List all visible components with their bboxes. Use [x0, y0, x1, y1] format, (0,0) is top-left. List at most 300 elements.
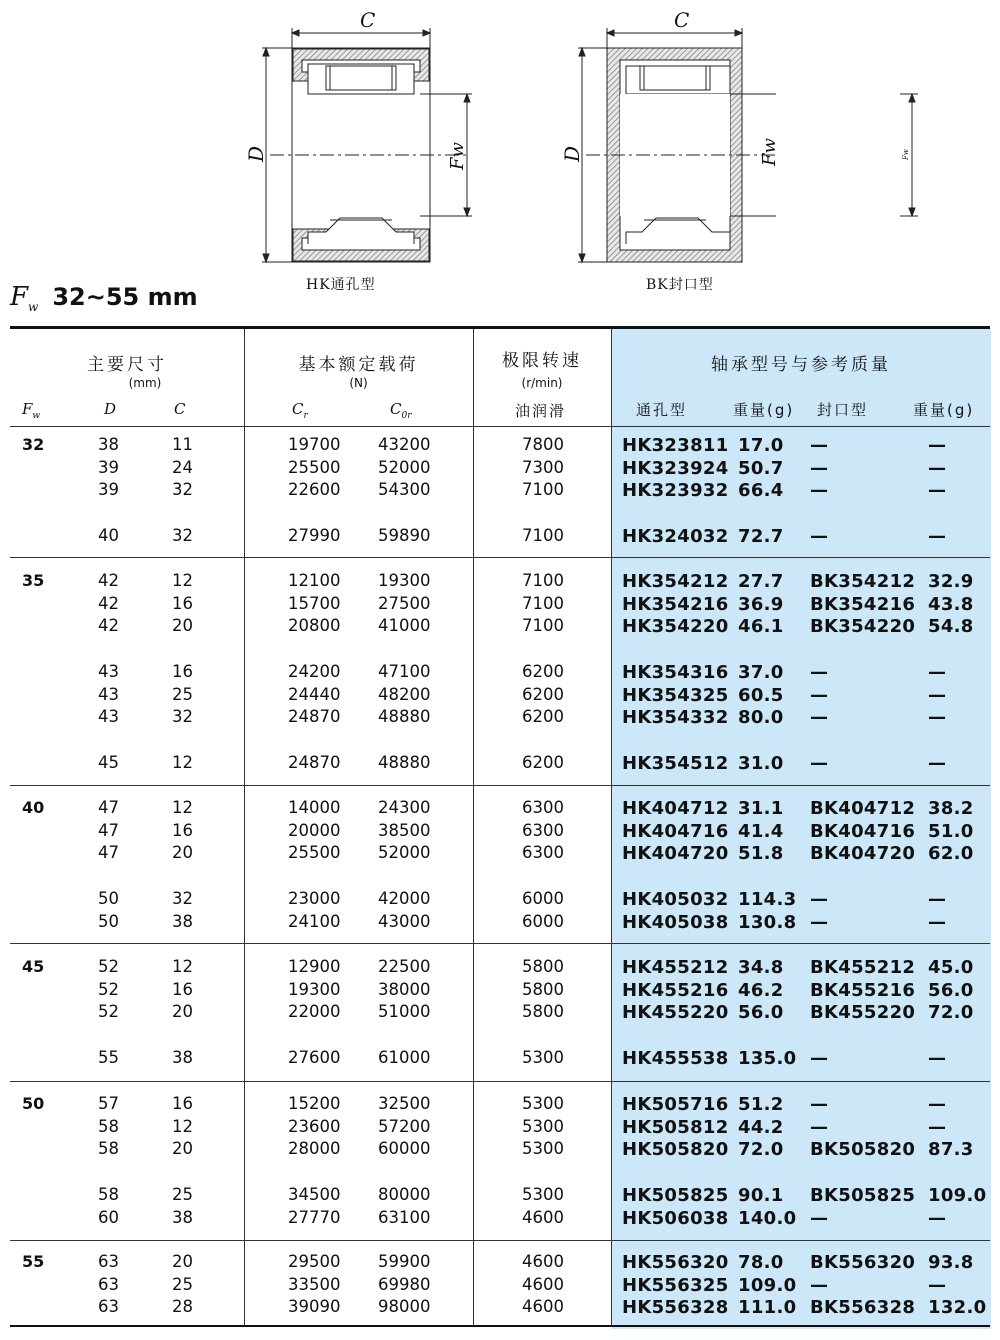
- header-closed-weight: 重量(g): [913, 401, 975, 419]
- cell-hk: HK404712: [622, 798, 729, 819]
- bk-dim-fw: Fw: [759, 138, 780, 166]
- table-row: [10, 685, 990, 707]
- cell-bkw: —: [928, 888, 947, 910]
- header-load-unit: (N): [349, 376, 368, 390]
- cell-bk: BK556320: [810, 1252, 916, 1273]
- cell-bk: —: [810, 1116, 829, 1138]
- cell-hkw: 80.0: [738, 707, 784, 729]
- cell-bk: BK404720: [810, 843, 916, 865]
- cell-hkw: 34.8: [738, 957, 784, 978]
- cell-hk: HK505825: [622, 1184, 729, 1206]
- cell-speed: 4600: [522, 1274, 564, 1294]
- table-row: [10, 707, 990, 729]
- cell-d: 63: [98, 1297, 119, 1317]
- cell-hk: HK505716: [622, 1094, 729, 1115]
- cell-speed: 7100: [522, 593, 564, 613]
- cell-cr: 12100: [288, 571, 341, 590]
- cell-c: 12: [172, 957, 193, 976]
- cell-hk: HK405038: [622, 911, 729, 933]
- cell-d: 45: [98, 752, 119, 772]
- cell-bkw: —: [928, 1047, 947, 1069]
- cell-bk: BK505825: [810, 1184, 916, 1206]
- cell-cr: 24870: [288, 707, 341, 727]
- table-row: [10, 1117, 990, 1139]
- cell-hkw: 36.9: [738, 593, 784, 615]
- header-speed: 极限转速: [502, 351, 582, 371]
- cell-speed: 5800: [522, 979, 564, 999]
- cell-cr: 12900: [288, 957, 341, 976]
- cell-speed: 7100: [522, 525, 564, 545]
- cell-speed: 4600: [522, 1252, 564, 1271]
- cell-cr: 23600: [288, 1116, 341, 1136]
- cell-bk: BK505820: [810, 1139, 916, 1161]
- cell-bkw: —: [928, 435, 947, 456]
- cell-cr: 14000: [288, 798, 341, 817]
- hk-caption: HK通孔型: [306, 277, 376, 293]
- table-row: [10, 1208, 990, 1230]
- cell-speed: 6200: [522, 661, 564, 681]
- cell-speed: 6300: [522, 798, 564, 817]
- group-fw-value: 40: [22, 798, 45, 817]
- cell-speed: 5300: [522, 1047, 564, 1067]
- title-fw-symbol: $F_w$: [10, 282, 39, 315]
- cell-bkw: 38.2: [928, 798, 974, 819]
- cell-hkw: 135.0: [738, 1047, 797, 1069]
- cell-d: 50: [98, 911, 119, 931]
- table-row: [10, 821, 990, 843]
- cell-hkw: 51.8: [738, 843, 784, 865]
- cell-speed: 4600: [522, 1207, 564, 1227]
- cell-d: 58: [98, 1139, 119, 1159]
- cell-hkw: 50.7: [738, 457, 784, 479]
- cell-bk: —: [810, 707, 829, 729]
- cell-cor: 22500: [378, 957, 431, 976]
- table-row: [10, 480, 990, 502]
- cell-hk: HK455216: [622, 979, 729, 1001]
- cell-speed: 6000: [522, 888, 564, 908]
- cell-d: 43: [98, 661, 119, 681]
- cell-cr: 27770: [288, 1207, 341, 1227]
- cell-hk: HK354220: [622, 616, 729, 638]
- cell-c: 38: [172, 911, 193, 931]
- cell-hkw: 31.1: [738, 798, 784, 819]
- cell-hk: HK455538: [622, 1047, 729, 1069]
- cell-c: 12: [172, 752, 193, 772]
- cell-d: 60: [98, 1207, 119, 1227]
- cell-cor: 27500: [378, 593, 431, 613]
- cell-hkw: 114.3: [738, 888, 797, 910]
- cell-c: 12: [172, 571, 193, 590]
- cell-cor: 41000: [378, 616, 431, 636]
- cell-bkw: —: [928, 480, 947, 502]
- cell-c: 16: [172, 820, 193, 840]
- cell-speed: 7800: [522, 435, 564, 454]
- cell-cor: 48200: [378, 684, 431, 704]
- cell-hk: HK405032: [622, 888, 729, 910]
- cell-bk: —: [810, 435, 829, 456]
- cell-bkw: —: [928, 1116, 947, 1138]
- cell-hkw: 17.0: [738, 435, 784, 456]
- cell-hk: HK506038: [622, 1207, 729, 1229]
- cell-cor: 69980: [378, 1274, 431, 1294]
- cell-bk: —: [810, 1274, 829, 1296]
- cell-d: 58: [98, 1184, 119, 1204]
- table-row: [10, 571, 990, 593]
- cell-hk: HK556328: [622, 1297, 729, 1319]
- cell-bkw: 132.0: [928, 1297, 987, 1319]
- cell-cor: 24300: [378, 798, 431, 817]
- cell-c: 20: [172, 843, 193, 863]
- cell-c: 16: [172, 1094, 193, 1113]
- cell-cr: 27600: [288, 1047, 341, 1067]
- header-open-weight: 重量(g): [733, 401, 795, 419]
- header-load: 基本额定载荷: [298, 355, 419, 375]
- cell-hk: HK323924: [622, 457, 729, 479]
- bk-dim-c: C: [674, 8, 690, 32]
- cell-c: 20: [172, 1252, 193, 1271]
- cell-d: 43: [98, 707, 119, 727]
- cell-c: 25: [172, 1184, 193, 1204]
- cell-d: 55: [98, 1047, 119, 1067]
- cell-bk: BK556328: [810, 1297, 916, 1319]
- cell-cor: 19300: [378, 571, 431, 590]
- cell-hk: HK505820: [622, 1139, 729, 1161]
- table-row: [10, 889, 990, 911]
- cell-hkw: 44.2: [738, 1116, 784, 1138]
- cell-cr: 24870: [288, 752, 341, 772]
- cell-bk: BK455220: [810, 1002, 916, 1024]
- cell-cr: 22600: [288, 480, 341, 500]
- cell-bkw: 43.8: [928, 593, 974, 615]
- cell-d: 42: [98, 616, 119, 636]
- table-row: [10, 1002, 990, 1024]
- cell-speed: 6200: [522, 707, 564, 727]
- header-speed-lub: 油润滑: [515, 402, 567, 420]
- cell-cr: 29500: [288, 1252, 341, 1271]
- cell-d: 52: [98, 957, 119, 976]
- cell-bkw: 87.3: [928, 1139, 974, 1161]
- header-sym-cor: $C_{0r}$: [390, 400, 412, 421]
- table-row: [10, 435, 990, 457]
- cell-cr: 20000: [288, 820, 341, 840]
- hk-drawing: [262, 28, 472, 262]
- cell-d: 50: [98, 888, 119, 908]
- cell-bk: —: [810, 911, 829, 933]
- cell-bkw: 32.9: [928, 571, 974, 592]
- cell-hk: HK354512: [622, 752, 729, 774]
- cell-cor: 51000: [378, 1002, 431, 1022]
- cell-hk: HK354212: [622, 571, 729, 592]
- cell-bkw: —: [928, 457, 947, 479]
- cell-speed: 6300: [522, 820, 564, 840]
- cell-cr: 39090: [288, 1297, 341, 1317]
- group-fw-value: 50: [22, 1094, 45, 1113]
- cell-bkw: —: [928, 661, 947, 683]
- cell-bkw: —: [928, 911, 947, 933]
- cell-bkw: 45.0: [928, 957, 974, 978]
- group-fw-value: 45: [22, 957, 45, 976]
- table-row: [10, 1252, 990, 1274]
- cell-bk: BK354212: [810, 571, 916, 592]
- header-closed-type: 封口型: [817, 401, 869, 419]
- group-rule-40: [10, 785, 990, 786]
- cell-d: 39: [98, 457, 119, 477]
- cell-d: 42: [98, 571, 119, 590]
- cell-cor: 48880: [378, 707, 431, 727]
- cell-hkw: 130.8: [738, 911, 797, 933]
- cell-c: 16: [172, 593, 193, 613]
- cell-bk: BK354220: [810, 616, 916, 638]
- cell-cr: 15200: [288, 1094, 341, 1113]
- cell-hkw: 109.0: [738, 1274, 797, 1296]
- cell-c: 28: [172, 1297, 193, 1317]
- cell-cr: 25500: [288, 457, 341, 477]
- table-row: [10, 1139, 990, 1161]
- cell-hkw: 41.4: [738, 820, 784, 842]
- hk-dim-d: D: [244, 145, 268, 162]
- cell-cr: 20800: [288, 616, 341, 636]
- cell-d: 42: [98, 593, 119, 613]
- cell-hkw: 66.4: [738, 480, 784, 502]
- cell-speed: 5800: [522, 1002, 564, 1022]
- cell-bk: BK354216: [810, 593, 916, 615]
- table-bottom-rule: [10, 1325, 990, 1327]
- cell-d: 40: [98, 525, 119, 545]
- cell-hkw: 140.0: [738, 1207, 797, 1229]
- cell-d: 43: [98, 684, 119, 704]
- cell-bkw: —: [928, 1094, 947, 1115]
- cell-hk: HK354216: [622, 593, 729, 615]
- table-top-rule: [10, 326, 990, 329]
- cell-c: 20: [172, 1002, 193, 1022]
- bearing-drawings: [0, 0, 1000, 300]
- cell-d: 57: [98, 1094, 119, 1113]
- cell-d: 38: [98, 435, 119, 454]
- group-fw-value: 35: [22, 571, 45, 590]
- cell-hkw: 27.7: [738, 571, 784, 592]
- cell-d: 47: [98, 843, 119, 863]
- cell-hkw: 72.0: [738, 1139, 784, 1161]
- table-row: [10, 526, 990, 548]
- cell-bkw: 51.0: [928, 820, 974, 842]
- cell-hkw: 111.0: [738, 1297, 797, 1319]
- bk-caption: BK封口型: [646, 277, 714, 293]
- group-fw-value: 55: [22, 1252, 45, 1271]
- bk-dim-d: D: [560, 145, 584, 162]
- cell-cor: 59900: [378, 1252, 431, 1271]
- cell-hk: HK556320: [622, 1252, 729, 1273]
- cell-cor: 52000: [378, 843, 431, 863]
- cell-hkw: 51.2: [738, 1094, 784, 1115]
- table-row: [10, 1185, 990, 1207]
- cell-hk: HK354325: [622, 684, 729, 706]
- cell-cor: 32500: [378, 1094, 431, 1113]
- table-row: [10, 843, 990, 865]
- cell-hkw: 46.2: [738, 979, 784, 1001]
- cell-cor: 48880: [378, 752, 431, 772]
- cell-bk: —: [810, 480, 829, 502]
- cell-bkw: —: [928, 1207, 947, 1229]
- cell-speed: 6000: [522, 911, 564, 931]
- cell-cor: 98000: [378, 1297, 431, 1317]
- page-title: [10, 282, 198, 314]
- header-sym-cr: $C_r$: [292, 400, 308, 421]
- cell-cr: 25500: [288, 843, 341, 863]
- group-rule-35: [10, 557, 990, 558]
- cell-d: 52: [98, 979, 119, 999]
- cell-hk: HK455220: [622, 1002, 729, 1024]
- cell-bk: —: [810, 457, 829, 479]
- cell-bk: —: [810, 1094, 829, 1115]
- cell-hkw: 37.0: [738, 661, 784, 683]
- cell-speed: 6300: [522, 843, 564, 863]
- table-row: [10, 912, 990, 934]
- title-range: 32~55 mm: [52, 283, 198, 311]
- header-main-dims-unit: (mm): [128, 376, 162, 390]
- cell-cr: 15700: [288, 593, 341, 613]
- table-row: [10, 980, 990, 1002]
- cell-c: 32: [172, 480, 193, 500]
- cell-hkw: 78.0: [738, 1252, 784, 1273]
- table-row: [10, 1297, 990, 1319]
- cell-speed: 5300: [522, 1116, 564, 1136]
- cell-hkw: 60.5: [738, 684, 784, 706]
- cell-bkw: —: [928, 752, 947, 774]
- cell-cor: 54300: [378, 480, 431, 500]
- cell-c: 32: [172, 707, 193, 727]
- cell-bkw: 72.0: [928, 1002, 974, 1024]
- header-speed-unit: (r/min): [521, 376, 563, 390]
- cell-hk: HK323932: [622, 480, 729, 502]
- cell-cr: 24200: [288, 661, 341, 681]
- cell-hk: HK324032: [622, 525, 729, 547]
- cell-c: 20: [172, 1139, 193, 1159]
- cell-bkw: —: [928, 1274, 947, 1296]
- cell-c: 32: [172, 888, 193, 908]
- header-model: 轴承型号与参考质量: [711, 355, 891, 375]
- cell-speed: 7300: [522, 457, 564, 477]
- header-sym-c: C: [174, 400, 186, 418]
- cell-bkw: 62.0: [928, 843, 974, 865]
- cell-speed: 7100: [522, 571, 564, 590]
- cell-bkw: —: [928, 684, 947, 706]
- cell-d: 47: [98, 820, 119, 840]
- cell-cor: 63100: [378, 1207, 431, 1227]
- header-sym-fw: $F_w$: [22, 400, 41, 421]
- table-row: [10, 662, 990, 684]
- cell-bk: —: [810, 888, 829, 910]
- cell-hkw: 72.7: [738, 525, 784, 547]
- cell-cor: 80000: [378, 1184, 431, 1204]
- hk-dim-fw: Fw: [447, 142, 468, 170]
- table-row: [10, 753, 990, 775]
- cell-speed: 5300: [522, 1139, 564, 1159]
- cell-cr: 33500: [288, 1274, 341, 1294]
- cell-bk: —: [810, 752, 829, 774]
- cell-c: 38: [172, 1207, 193, 1227]
- cell-hk: HK404716: [622, 820, 729, 842]
- cell-hk: HK323811: [622, 435, 729, 456]
- table-row: [10, 957, 990, 979]
- cell-cr: 28000: [288, 1139, 341, 1159]
- cell-cor: 59890: [378, 525, 431, 545]
- bearing-cross-section-diagram: [0, 0, 1000, 300]
- cell-d: 39: [98, 480, 119, 500]
- cell-cr: 34500: [288, 1184, 341, 1204]
- cell-cr: 27990: [288, 525, 341, 545]
- cell-c: 16: [172, 979, 193, 999]
- cell-d: 47: [98, 798, 119, 817]
- cell-d: 63: [98, 1274, 119, 1294]
- header-main-dims: 主要尺寸: [87, 355, 167, 375]
- hk-dim-c: C: [360, 8, 376, 32]
- cell-c: 20: [172, 616, 193, 636]
- cell-bk: BK404712: [810, 798, 916, 819]
- group-rule-50: [10, 1081, 990, 1082]
- cell-cr: 19300: [288, 979, 341, 999]
- cell-cor: 52000: [378, 457, 431, 477]
- group-rule-45: [10, 943, 990, 944]
- cell-hk: HK556325: [622, 1274, 729, 1296]
- cell-cor: 38500: [378, 820, 431, 840]
- cell-c: 12: [172, 1116, 193, 1136]
- cell-c: 16: [172, 661, 193, 681]
- cell-bkw: —: [928, 525, 947, 547]
- cell-bk: —: [810, 684, 829, 706]
- table-row: [10, 594, 990, 616]
- cell-cor: 57200: [378, 1116, 431, 1136]
- cell-cor: 43200: [378, 435, 431, 454]
- cell-speed: 7100: [522, 616, 564, 636]
- cell-c: 25: [172, 684, 193, 704]
- table-row: [10, 1048, 990, 1070]
- cell-hkw: 46.1: [738, 616, 784, 638]
- cell-speed: 5800: [522, 957, 564, 976]
- cell-bkw: 109.0: [928, 1184, 987, 1206]
- table-row: [10, 458, 990, 480]
- cell-c: 12: [172, 798, 193, 817]
- cell-speed: 6200: [522, 752, 564, 772]
- cell-cr: 24100: [288, 911, 341, 931]
- cell-c: 11: [172, 435, 193, 454]
- cell-speed: 6200: [522, 684, 564, 704]
- cell-c: 25: [172, 1274, 193, 1294]
- cell-bk: —: [810, 1207, 829, 1229]
- cell-cor: 42000: [378, 888, 431, 908]
- cell-cor: 61000: [378, 1047, 431, 1067]
- cell-cor: 47100: [378, 661, 431, 681]
- bk-drawing: [578, 28, 918, 262]
- header-open-type: 通孔型: [636, 401, 688, 419]
- cell-cor: 38000: [378, 979, 431, 999]
- cell-bk: —: [810, 1047, 829, 1069]
- cell-speed: 5300: [522, 1094, 564, 1113]
- cell-hkw: 90.1: [738, 1184, 784, 1206]
- cell-hk: HK354332: [622, 707, 729, 729]
- cell-c: 32: [172, 525, 193, 545]
- cell-hkw: 56.0: [738, 1002, 784, 1024]
- cell-bk: —: [810, 525, 829, 547]
- cell-hkw: 31.0: [738, 752, 784, 774]
- cell-c: 38: [172, 1047, 193, 1067]
- cell-hk: HK404720: [622, 843, 729, 865]
- group-rule-55: [10, 1240, 990, 1241]
- cell-hk: HK354316: [622, 661, 729, 683]
- side-dim-fw: Fw: [902, 149, 910, 160]
- cell-bk: BK455216: [810, 979, 916, 1001]
- group-fw-value: 32: [22, 435, 45, 454]
- header-rule: [10, 426, 990, 427]
